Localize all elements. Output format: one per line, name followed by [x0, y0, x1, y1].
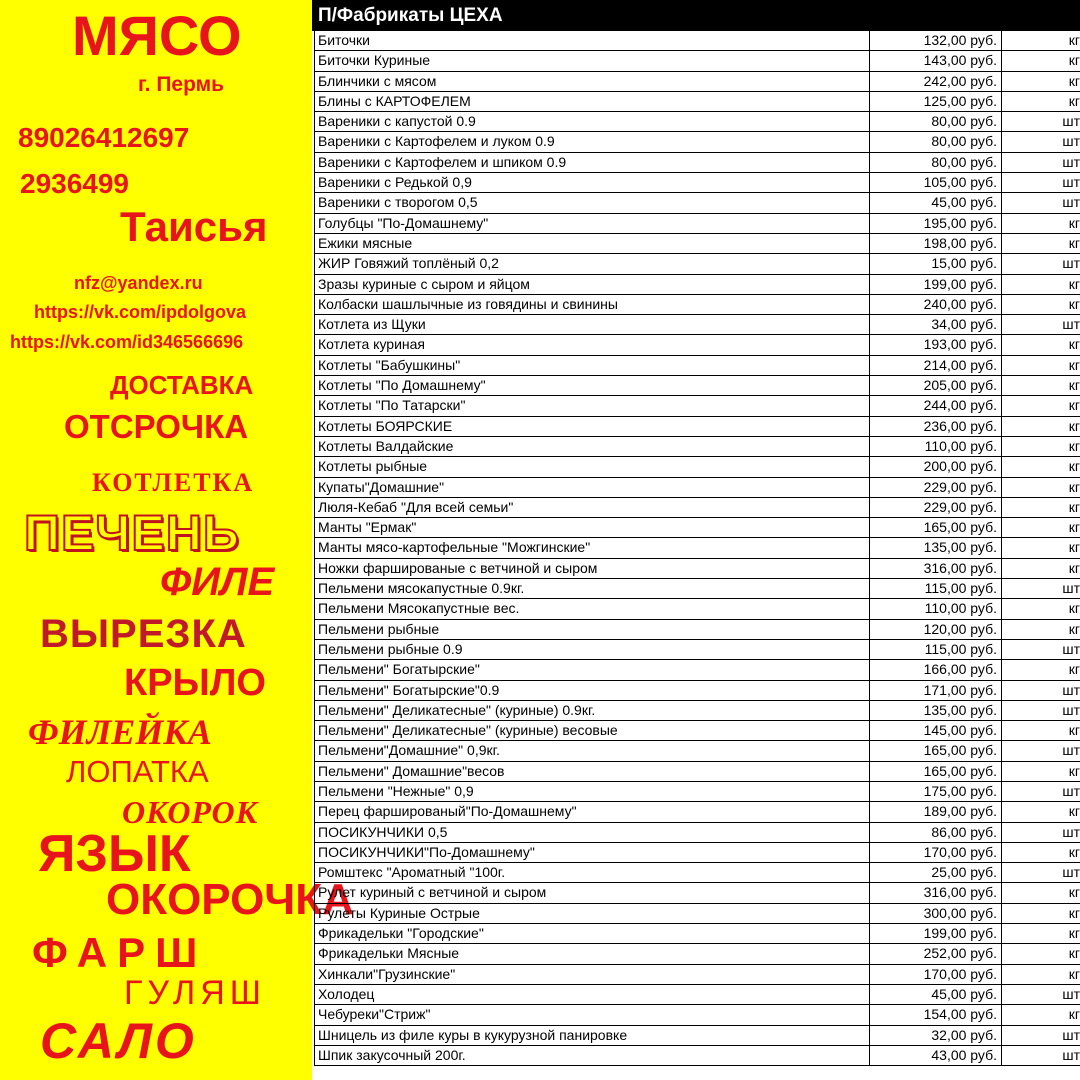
product-name: Пельмени мясокапустные 0.9кг. — [314, 579, 870, 598]
product-unit: кг — [1068, 925, 1080, 942]
product-unit: кг — [1068, 336, 1080, 353]
product-name: Пельмени "Нежные" 0,9 — [314, 782, 870, 801]
product-unit: кг — [1068, 945, 1080, 962]
table-row — [314, 51, 1080, 71]
product-unit: кг — [1068, 884, 1080, 901]
product-price: 205,00 руб. — [870, 376, 1002, 395]
product-unit: кг — [1068, 620, 1080, 637]
table-row — [314, 31, 1080, 51]
product-price: 252,00 руб. — [870, 944, 1002, 963]
table-row — [314, 498, 1080, 518]
product-price: 43,00 руб. — [870, 1046, 1002, 1065]
product-price: 189,00 руб. — [870, 802, 1002, 821]
product-name: Манты "Ермак" — [314, 518, 870, 537]
product-price: 300,00 руб. — [870, 904, 1002, 923]
product-unit: кг — [1068, 803, 1080, 820]
product-name: Купаты"Домашние" — [314, 478, 870, 497]
table-row — [314, 92, 1080, 112]
table-row — [314, 437, 1080, 457]
table-row — [314, 234, 1080, 254]
product-price: 145,00 руб. — [870, 721, 1002, 740]
product-unit: кг — [1068, 458, 1080, 475]
product-price: 135,00 руб. — [870, 701, 1002, 720]
product-price: 15,00 руб. — [870, 254, 1002, 273]
product-name: Биточки Куриные — [314, 51, 870, 70]
word-fillet: ФИЛЕ — [160, 560, 275, 604]
product-price: 110,00 руб. — [870, 599, 1002, 618]
product-name: Ножки фаршированые с ветчиной и сыром — [314, 559, 870, 578]
product-name: Шницель из филе куры в кукурузной панировке — [314, 1026, 870, 1045]
word-wing: КРЫЛО — [124, 662, 266, 704]
table-row — [314, 132, 1080, 152]
product-unit: шт — [1062, 1046, 1080, 1063]
product-name: Пельмени" Богатырские" — [314, 660, 870, 679]
brand-title: МЯСО — [72, 4, 242, 67]
table-row — [314, 72, 1080, 92]
product-name: Рулет куриный с ветчиной и сыром — [314, 883, 870, 902]
product-price: 105,00 руб. — [870, 173, 1002, 192]
table-row — [314, 741, 1080, 761]
table-row — [314, 1026, 1080, 1046]
table-row — [314, 701, 1080, 721]
table-body — [314, 31, 1080, 1066]
product-name: Вареники с творогом 0,5 — [314, 193, 870, 212]
product-name: Ромштекс "Ароматный "100г. — [314, 863, 870, 882]
product-price: 171,00 руб. — [870, 681, 1002, 700]
product-name: Пельмени" Деликатесные" (куриные) весовые — [314, 721, 870, 740]
product-unit: кг — [1068, 478, 1080, 495]
product-unit: кг — [1068, 843, 1080, 860]
phone-secondary: 2936499 — [20, 168, 130, 199]
product-unit: кг — [1068, 661, 1080, 678]
product-price: 195,00 руб. — [870, 214, 1002, 233]
product-price: 175,00 руб. — [870, 782, 1002, 801]
product-name: Пельмени"Домашние" 0,9кг. — [314, 741, 870, 760]
table-title: П/Фабрикаты ЦЕХА — [312, 0, 1080, 31]
product-name: Котлета куриная — [314, 335, 870, 354]
table-row — [314, 295, 1080, 315]
product-name: Ежики мясные — [314, 234, 870, 253]
product-name: Колбаски шашлычные из говядины и свинины — [314, 295, 870, 314]
vk-link-ipdolgova[interactable]: https://vk.com/ipdolgova — [34, 302, 247, 322]
table-row — [314, 640, 1080, 660]
product-unit: шт — [1062, 985, 1080, 1002]
table-row — [314, 579, 1080, 599]
product-price: 242,00 руб. — [870, 72, 1002, 91]
table-row — [314, 214, 1080, 234]
product-price: 193,00 руб. — [870, 335, 1002, 354]
price-table — [312, 0, 1080, 1080]
word-delivery: ДОСТАВКА — [110, 370, 254, 400]
product-name: Биточки — [314, 31, 870, 50]
table-row — [314, 782, 1080, 802]
table-row — [314, 275, 1080, 295]
product-unit: шт — [1062, 113, 1080, 130]
product-name: Котлеты БОЯРСКИЕ — [314, 417, 870, 436]
product-name: Пельмени Мясокапустные вес. — [314, 599, 870, 618]
table-row — [314, 173, 1080, 193]
product-price: 86,00 руб. — [870, 823, 1002, 842]
word-mince: ФАРШ — [32, 929, 208, 976]
table-row — [314, 762, 1080, 782]
product-unit: кг — [1068, 904, 1080, 921]
product-price: 132,00 руб. — [870, 31, 1002, 50]
table-row — [314, 681, 1080, 701]
table-row — [314, 112, 1080, 132]
table-row — [314, 518, 1080, 538]
product-name: ПОСИКУНЧИКИ"По-Домашнему" — [314, 843, 870, 862]
product-name: Котлеты "По Домашнему" — [314, 376, 870, 395]
contact-name: Таисья — [120, 203, 268, 250]
table-row — [314, 376, 1080, 396]
product-name: Люля-Кебаб "Для всей семьи" — [314, 498, 870, 517]
product-price: 110,00 руб. — [870, 437, 1002, 456]
table-row — [314, 538, 1080, 558]
table-row — [314, 417, 1080, 437]
phone-primary: 89026412697 — [18, 122, 190, 153]
product-unit: шт — [1062, 782, 1080, 799]
product-name: Пельмени" Деликатесные" (куриные) 0.9кг. — [314, 701, 870, 720]
product-name: Котлеты Валдайские — [314, 437, 870, 456]
product-unit: шт — [1062, 316, 1080, 333]
table-row — [314, 315, 1080, 335]
product-unit: шт — [1062, 174, 1080, 191]
product-unit: кг — [1068, 1006, 1080, 1023]
product-price: 316,00 руб. — [870, 883, 1002, 902]
product-unit: шт — [1062, 701, 1080, 718]
product-price: 214,00 руб. — [870, 356, 1002, 375]
table-row — [314, 904, 1080, 924]
product-name: Котлеты рыбные — [314, 457, 870, 476]
product-price: 200,00 руб. — [870, 457, 1002, 476]
table-row — [314, 802, 1080, 822]
product-price: 80,00 руб. — [870, 153, 1002, 172]
product-unit: кг — [1068, 722, 1080, 739]
word-leg: ОКОРОЧКА — [106, 875, 354, 924]
product-name: Пельмени рыбные 0.9 — [314, 640, 870, 659]
product-price: 115,00 руб. — [870, 579, 1002, 598]
email-link[interactable]: nfz@yandex.ru — [74, 273, 203, 293]
table-row — [314, 863, 1080, 883]
table-row — [314, 985, 1080, 1005]
product-price: 80,00 руб. — [870, 112, 1002, 131]
product-price: 170,00 руб. — [870, 843, 1002, 862]
product-name: Манты мясо-картофельные "Можгинские" — [314, 538, 870, 557]
table-row — [314, 843, 1080, 863]
word-shoulder: ЛОПАТКА — [66, 754, 209, 789]
product-price: 165,00 руб. — [870, 518, 1002, 537]
product-name: Пельмени рыбные — [314, 620, 870, 639]
product-name: Перец фаршированый"По-Домашнему" — [314, 802, 870, 821]
product-unit: кг — [1068, 498, 1080, 515]
table-row — [314, 660, 1080, 680]
table-row — [314, 193, 1080, 213]
word-goulash: ГУЛЯШ — [124, 974, 266, 1012]
product-name: Шпик закусочный 200г. — [314, 1046, 870, 1065]
table-row — [314, 721, 1080, 741]
product-price: 236,00 руб. — [870, 417, 1002, 436]
table-row — [314, 823, 1080, 843]
table-row — [314, 335, 1080, 355]
product-name: Зразы куриные с сыром и яйцом — [314, 275, 870, 294]
word-tongue: ЯЗЫК — [38, 825, 191, 883]
product-price: 240,00 руб. — [870, 295, 1002, 314]
table-row — [314, 599, 1080, 619]
product-unit: шт — [1062, 742, 1080, 759]
table-row — [314, 478, 1080, 498]
product-unit: кг — [1068, 92, 1080, 109]
product-price: 45,00 руб. — [870, 193, 1002, 212]
table-row — [314, 153, 1080, 173]
product-name: Пельмени" Богатырские"0.9 — [314, 681, 870, 700]
product-unit: шт — [1062, 153, 1080, 170]
table-row — [314, 924, 1080, 944]
product-name: Котлеты "По Татарски" — [314, 396, 870, 415]
product-name: Фрикадельки "Городские" — [314, 924, 870, 943]
product-name: Пельмени" Домашние"весов — [314, 762, 870, 781]
product-name: Вареники с Редькой 0,9 — [314, 173, 870, 192]
word-deferral: ОТСРОЧКА — [64, 408, 249, 445]
product-unit: шт — [1062, 1026, 1080, 1043]
product-name: Холодец — [314, 985, 870, 1004]
table-row — [314, 965, 1080, 985]
product-price: 165,00 руб. — [870, 741, 1002, 760]
product-unit: кг — [1068, 519, 1080, 536]
product-unit: кг — [1068, 600, 1080, 617]
product-unit: кг — [1068, 762, 1080, 779]
product-price: 32,00 руб. — [870, 1026, 1002, 1045]
product-price: 115,00 руб. — [870, 640, 1002, 659]
word-tenderloin: ВЫРЕЗКА — [40, 612, 247, 656]
product-unit: шт — [1062, 640, 1080, 657]
product-name: Голубцы "По-Домашнему" — [314, 214, 870, 233]
product-unit: кг — [1068, 417, 1080, 434]
product-name: Котлеты "Бабушкины" — [314, 356, 870, 375]
city-label: г. Пермь — [138, 73, 225, 96]
product-price: 143,00 руб. — [870, 51, 1002, 70]
word-liver: ПЕЧЕНЬ — [24, 505, 240, 561]
product-name: Хинкали"Грузинские" — [314, 965, 870, 984]
product-name: ЖИР Говяжий топлёный 0,2 — [314, 254, 870, 273]
word-ham: ОКОРОК — [122, 794, 259, 830]
product-unit: кг — [1068, 32, 1080, 48]
product-unit: кг — [1068, 72, 1080, 89]
product-price: 170,00 руб. — [870, 965, 1002, 984]
product-price: 125,00 руб. — [870, 92, 1002, 111]
table-row — [314, 1046, 1080, 1066]
product-price: 80,00 руб. — [870, 132, 1002, 151]
product-unit: кг — [1068, 397, 1080, 414]
product-unit: кг — [1068, 234, 1080, 251]
product-price: 165,00 руб. — [870, 762, 1002, 781]
product-unit: кг — [1068, 559, 1080, 576]
vk-link-id[interactable]: https://vk.com/id346566696 — [10, 332, 244, 352]
table-row — [314, 883, 1080, 903]
table-row — [314, 254, 1080, 274]
product-unit: кг — [1068, 377, 1080, 394]
product-price: 120,00 руб. — [870, 620, 1002, 639]
product-unit: кг — [1068, 52, 1080, 69]
product-name: Чебуреки"Стриж" — [314, 1005, 870, 1024]
product-price: 135,00 руб. — [870, 538, 1002, 557]
product-price: 166,00 руб. — [870, 660, 1002, 679]
product-price: 199,00 руб. — [870, 924, 1002, 943]
product-unit: кг — [1068, 356, 1080, 373]
table-row — [314, 944, 1080, 964]
word-kotletka: КОТЛЕТКА — [92, 468, 255, 497]
product-price: 229,00 руб. — [870, 478, 1002, 497]
word-lard: САЛО — [40, 1013, 197, 1069]
product-unit: шт — [1062, 194, 1080, 211]
product-unit: кг — [1068, 539, 1080, 556]
table-row — [314, 559, 1080, 579]
product-price: 316,00 руб. — [870, 559, 1002, 578]
product-name: Фрикадельки Мясные — [314, 944, 870, 963]
product-price: 199,00 руб. — [870, 275, 1002, 294]
product-name: ПОСИКУНЧИКИ 0,5 — [314, 823, 870, 842]
product-unit: шт — [1062, 255, 1080, 272]
product-unit: кг — [1068, 295, 1080, 312]
table-row — [314, 620, 1080, 640]
product-price: 198,00 руб. — [870, 234, 1002, 253]
product-unit: шт — [1062, 580, 1080, 597]
product-price: 34,00 руб. — [870, 315, 1002, 334]
product-unit: кг — [1068, 275, 1080, 292]
product-unit: шт — [1062, 133, 1080, 150]
product-price: 229,00 руб. — [870, 498, 1002, 517]
table-row — [314, 356, 1080, 376]
product-unit: шт — [1062, 823, 1080, 840]
word-fileyka: ФИЛЕЙКА — [28, 712, 212, 752]
product-name: Блинчики с мясом — [314, 72, 870, 91]
product-name: Котлета из Щуки — [314, 315, 870, 334]
product-name: Блины с КАРТОФЕЛЕМ — [314, 92, 870, 111]
product-unit: кг — [1068, 214, 1080, 231]
product-name: Вареники с Картофелем и шпиком 0.9 — [314, 153, 870, 172]
product-name: Рулеты Куриные Острые — [314, 904, 870, 923]
product-unit: шт — [1062, 681, 1080, 698]
product-unit: кг — [1068, 437, 1080, 454]
product-price: 244,00 руб. — [870, 396, 1002, 415]
table-row — [314, 396, 1080, 416]
product-price: 45,00 руб. — [870, 985, 1002, 1004]
product-price: 154,00 руб. — [870, 1005, 1002, 1024]
table-row — [314, 457, 1080, 477]
product-name: Вареники с капустой 0.9 — [314, 112, 870, 131]
table-row — [314, 1005, 1080, 1025]
product-unit: шт — [1062, 864, 1080, 881]
product-unit: кг — [1068, 965, 1080, 982]
product-price: 25,00 руб. — [870, 863, 1002, 882]
product-name: Вареники с Картофелем и луком 0.9 — [314, 132, 870, 151]
